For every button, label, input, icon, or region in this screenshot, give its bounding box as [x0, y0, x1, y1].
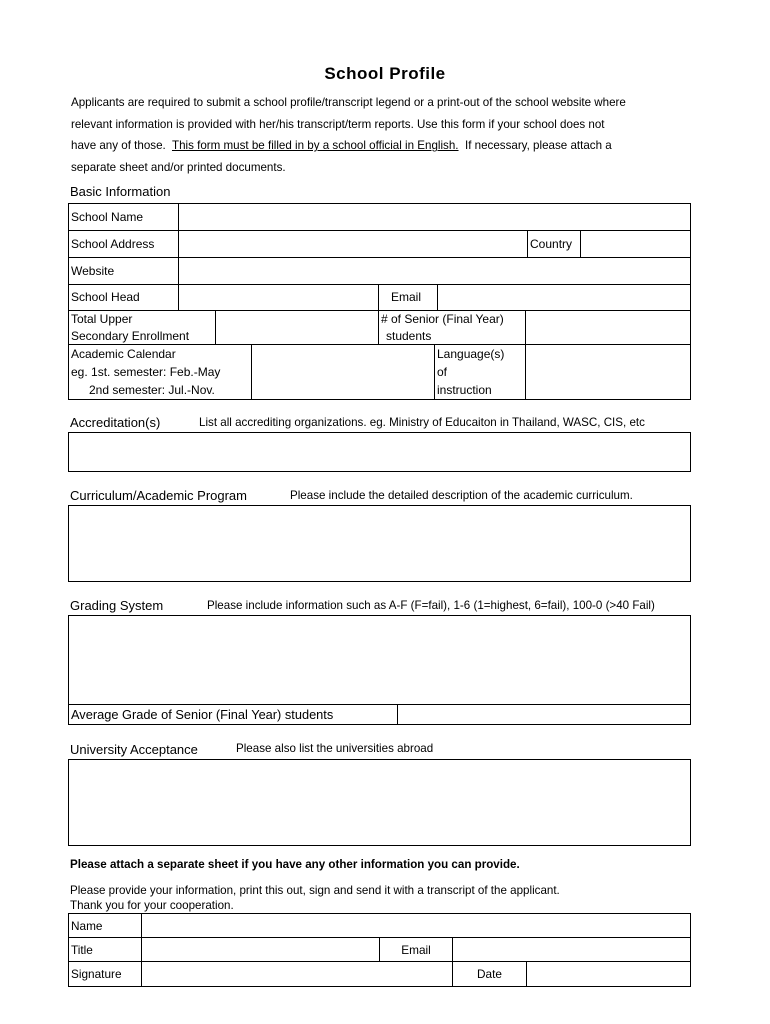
head-email-label-text: Email [391, 290, 422, 304]
school-head-field[interactable] [178, 284, 379, 311]
school-name-label [68, 203, 179, 231]
total-upper-label [68, 310, 216, 345]
title-field[interactable] [141, 937, 380, 962]
accreditation-heading: Accreditation(s) [70, 415, 161, 430]
average-grade-label-text: Average Grade of Senior (Final Year) students [71, 707, 334, 722]
curriculum-field[interactable] [68, 505, 691, 582]
average-grade-label [68, 704, 398, 725]
name-label [68, 913, 142, 938]
country-field[interactable] [580, 230, 691, 258]
curriculum-heading: Curriculum/Academic Program [70, 488, 247, 503]
school-name-field[interactable] [178, 203, 691, 231]
university-heading: University Acceptance [70, 742, 198, 757]
date-label [452, 961, 527, 987]
page-title: School Profile [324, 64, 446, 83]
school-address-label [68, 230, 179, 258]
senior-count-label-line2: students [386, 329, 432, 343]
footer-email-label-text: Email [401, 943, 431, 957]
school-head-label [68, 284, 179, 311]
university-field[interactable] [68, 759, 691, 846]
language-label-line2: of [437, 365, 448, 379]
country-label [527, 230, 581, 258]
name-label-text: Name [71, 919, 103, 933]
title-label-text: Title [71, 943, 93, 957]
senior-count-field[interactable] [525, 310, 691, 345]
academic-calendar-line1: Academic Calendar [71, 347, 176, 361]
country-label-text: Country [530, 237, 573, 251]
school-head-label-text: School Head [71, 290, 140, 304]
basic-info-heading: Basic Information [70, 184, 171, 199]
intro-line-1: Applicants are required to submit a school profile/transcript legend or a print-out of the school website where [71, 96, 626, 109]
intro-official-english-note: This form must be filled in by a school official in English. [171, 139, 459, 153]
date-field[interactable] [526, 961, 691, 987]
provide-note: Please provide your information, print this out, sign and send it with a transcript of the applicant. [70, 884, 560, 897]
curriculum-note: Please include the detailed description of the academic curriculum. [290, 489, 633, 502]
grading-note: Please include information such as A-F (F=fail), 1-6 (1=highest, 6=fail), 100-0 (>40 Fail) [207, 599, 655, 612]
academic-calendar-label [68, 344, 252, 400]
university-note: Please also list the universities abroad [236, 742, 434, 755]
signature-table [68, 913, 691, 987]
academic-calendar-line2: eg. 1st. semester: Feb.-May [71, 365, 221, 379]
intro-line-3-post: If necessary, please attach a [458, 139, 612, 153]
title-label [68, 937, 142, 962]
signature-label [68, 961, 142, 987]
intro-line-3-pre: have any of those. [71, 139, 172, 153]
language-label-line3: instruction [437, 383, 492, 397]
school-name-label-text: School Name [71, 210, 144, 224]
grading-field[interactable] [68, 615, 691, 705]
language-label [434, 344, 526, 400]
total-upper-field[interactable] [215, 310, 379, 345]
intro-line-4: separate sheet and/or printed documents. [71, 160, 286, 174]
footer-email-label [379, 937, 453, 962]
head-email-label [378, 284, 438, 311]
signature-label-text: Signature [71, 967, 122, 981]
grading-heading: Grading System [70, 598, 164, 613]
academic-calendar-line3: 2nd semester: Jul.-Nov. [89, 383, 215, 397]
average-grade-field[interactable] [397, 704, 691, 725]
website-label-text: Website [71, 264, 115, 278]
intro-line-3 [71, 135, 711, 157]
thanks-note: Thank you for your cooperation. [70, 899, 234, 912]
attach-note: Please attach a separate sheet if you have any other information you can provide. [70, 858, 520, 871]
school-address-label-text: School Address [71, 237, 155, 251]
signature-field[interactable] [141, 961, 453, 987]
total-upper-label-line2: Secondary Enrollment [71, 329, 190, 343]
intro-paragraph [71, 92, 711, 178]
name-field[interactable] [141, 913, 691, 938]
total-upper-label-line1: Total Upper [71, 312, 133, 326]
footer-email-field[interactable] [452, 937, 691, 962]
senior-count-label-line1: # of Senior (Final Year) [381, 312, 504, 326]
senior-count-label [378, 310, 526, 345]
accreditation-note: List all accrediting organizations. eg. Ministry of Educaiton in Thailand, WASC, CIS, etc [199, 416, 645, 429]
basic-info-table [68, 203, 691, 399]
school-address-field[interactable] [178, 230, 528, 258]
accreditation-field[interactable] [68, 432, 691, 472]
head-email-field[interactable] [437, 284, 691, 311]
language-field[interactable] [525, 344, 691, 400]
website-field[interactable] [178, 257, 691, 285]
date-label-text: Date [477, 967, 502, 981]
academic-calendar-field[interactable] [251, 344, 435, 400]
intro-line-2: relevant information is provided with her/his transcript/term reports. Use this form if your school does not [71, 117, 605, 131]
language-label-line1: Language(s) [437, 347, 505, 361]
website-label [68, 257, 179, 285]
